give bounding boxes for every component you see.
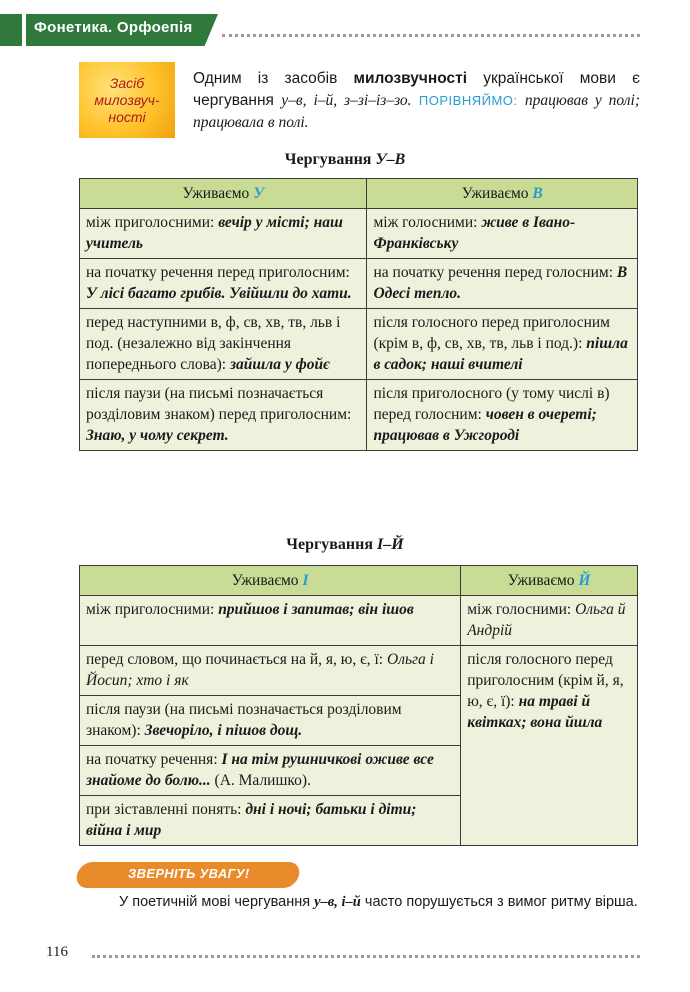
rule-text: на початку речення перед приголосним: [86,264,350,281]
rule-text: після голосного перед приголосним (крім й, я, ю, є, ї): [467,651,624,710]
rule-text: при зіставленні понять: [86,801,246,818]
table-cell [80,380,367,451]
rule-text: між приголосними: [86,214,219,231]
table-cell [80,746,461,796]
table2-caption [0,536,690,554]
table1-caption-letters: У–В [375,151,406,168]
example-text: живе в Івано-Франківську [373,214,576,252]
header-letter: Й [578,572,591,589]
example-text: Звечоріло, і пішов дощ. [144,722,303,739]
rule-text: між голосними: [373,214,482,231]
intro-text: Одним із засобів [193,70,354,87]
table-cell [367,309,638,380]
rule-text: після голосного перед приголосним (крім в, ф, св, хв, тв, льв і под.): [373,314,610,352]
example-text: прийшов і запитав; він ішов [218,601,414,618]
table1-header-right [367,179,638,209]
header-text: Уживаємо [231,572,303,589]
example-text: У лісі багато грибів. Увійшли до хати. [86,285,352,302]
example-text: човен в очереті; працював в Ужгороді [373,406,597,444]
table-row [80,209,638,259]
rule-text: на початку речення перед голосним: [373,264,617,281]
intro-text-2: української мови є чергування [193,70,641,109]
compare-label: ПОРІВНЯЙМО: [418,93,518,108]
header-text: Уживаємо [461,185,533,202]
example-text: вечір у місті; наш учитель [86,214,343,252]
table-cell [80,696,461,746]
intro-paragraph [193,68,640,134]
example-text: Ольга й Андрій [467,601,626,639]
table-row [80,259,638,309]
citation-text: (А. Малишко). [210,772,311,789]
example-text: І на тім рушничкові оживе все знайоме до болю... [86,751,434,789]
rule-text: між приголосними: [86,601,219,618]
example-text: Ольга і Йосип; хто і як [86,651,434,689]
intro-alternations: у–в, і–й, з–зі–із–зо. [281,92,412,109]
table-u-v [79,178,638,451]
table-cell [80,309,367,380]
table-cell [367,259,638,309]
header-dotted-rule [222,34,640,37]
table-cell [80,646,461,696]
table-row [80,646,638,696]
attention-note [119,892,639,913]
header-text: Уживаємо [182,185,254,202]
table-cell [80,596,461,646]
note-text: У поетичній мові чергування [119,894,315,910]
example-text: пішла в садок; наші вчителі [373,335,628,373]
table-cell [461,596,638,646]
table-cell [80,796,461,846]
rule-text: після паузи (на письмі позначається розділовим знаком) перед приголосним: [86,385,352,423]
attention-label: ЗВЕРНІТЬ УВАГУ! [128,866,250,881]
sidebar-note-line2: милозвуч- [94,91,160,108]
footer-dotted-rule [92,955,640,958]
intro-example: працював у полі; працювала в полі. [193,92,641,131]
example-text: зайшла у фойє [229,356,330,373]
table-row [80,309,638,380]
header-text: Уживаємо [507,572,579,589]
table2-caption-text: Чергування [286,536,378,553]
table2-header-left [80,566,461,596]
header-letter: У [253,185,264,202]
table-cell [80,259,367,309]
header-letter: В [532,185,543,202]
rule-text: перед словом, що починається на й, я, ю, є, ї: [86,651,387,668]
rule-text: після приголосного (у тому числі в) перед голосним: [373,385,610,423]
sidebar-note-line3: ності [108,108,146,125]
table1-caption-text: Чергування [284,151,376,168]
note-text-2: часто порушується з вимог ритму вірша. [360,894,638,910]
table-row [80,596,638,646]
example-text: Знаю, у чому секрет. [86,427,229,444]
header-letter: І [302,572,309,589]
example-text: дні і ночі; батьки і діти; війна і мир [86,801,417,839]
table2-caption-letters: І–Й [377,536,404,553]
section-title: Фонетика. Орфоепія [34,19,193,36]
rule-text: після паузи (на письмі позначається розділовим знаком): [86,701,402,739]
sidebar-note-line1: Засіб [109,74,145,91]
table-row [80,380,638,451]
table1-header-left [80,179,367,209]
table-header-row [80,566,638,596]
table-i-y [79,565,638,846]
page-number: 116 [46,944,68,960]
table-cell [461,646,638,846]
rule-text: на початку речення: [86,751,222,768]
table1-caption [0,151,690,169]
example-text: В Одесі тепло. [373,264,628,302]
rule-text: між голосними: [467,601,576,618]
rule-text: перед наступними в, ф, св, хв, тв, льв і под. (незалежно від закінчення попереднього слова): [86,314,341,373]
example-text: на траві й квітках; вона йшла [467,693,603,731]
sidebar-note-box [79,62,175,138]
table-cell [367,380,638,451]
table-cell [367,209,638,259]
header-left-bar [0,14,22,46]
table-cell [80,209,367,259]
intro-bold-term: милозвучності [353,70,468,87]
table-header-row [80,179,638,209]
note-alternations: у–в, і–й [314,894,361,910]
table2-header-right [461,566,638,596]
